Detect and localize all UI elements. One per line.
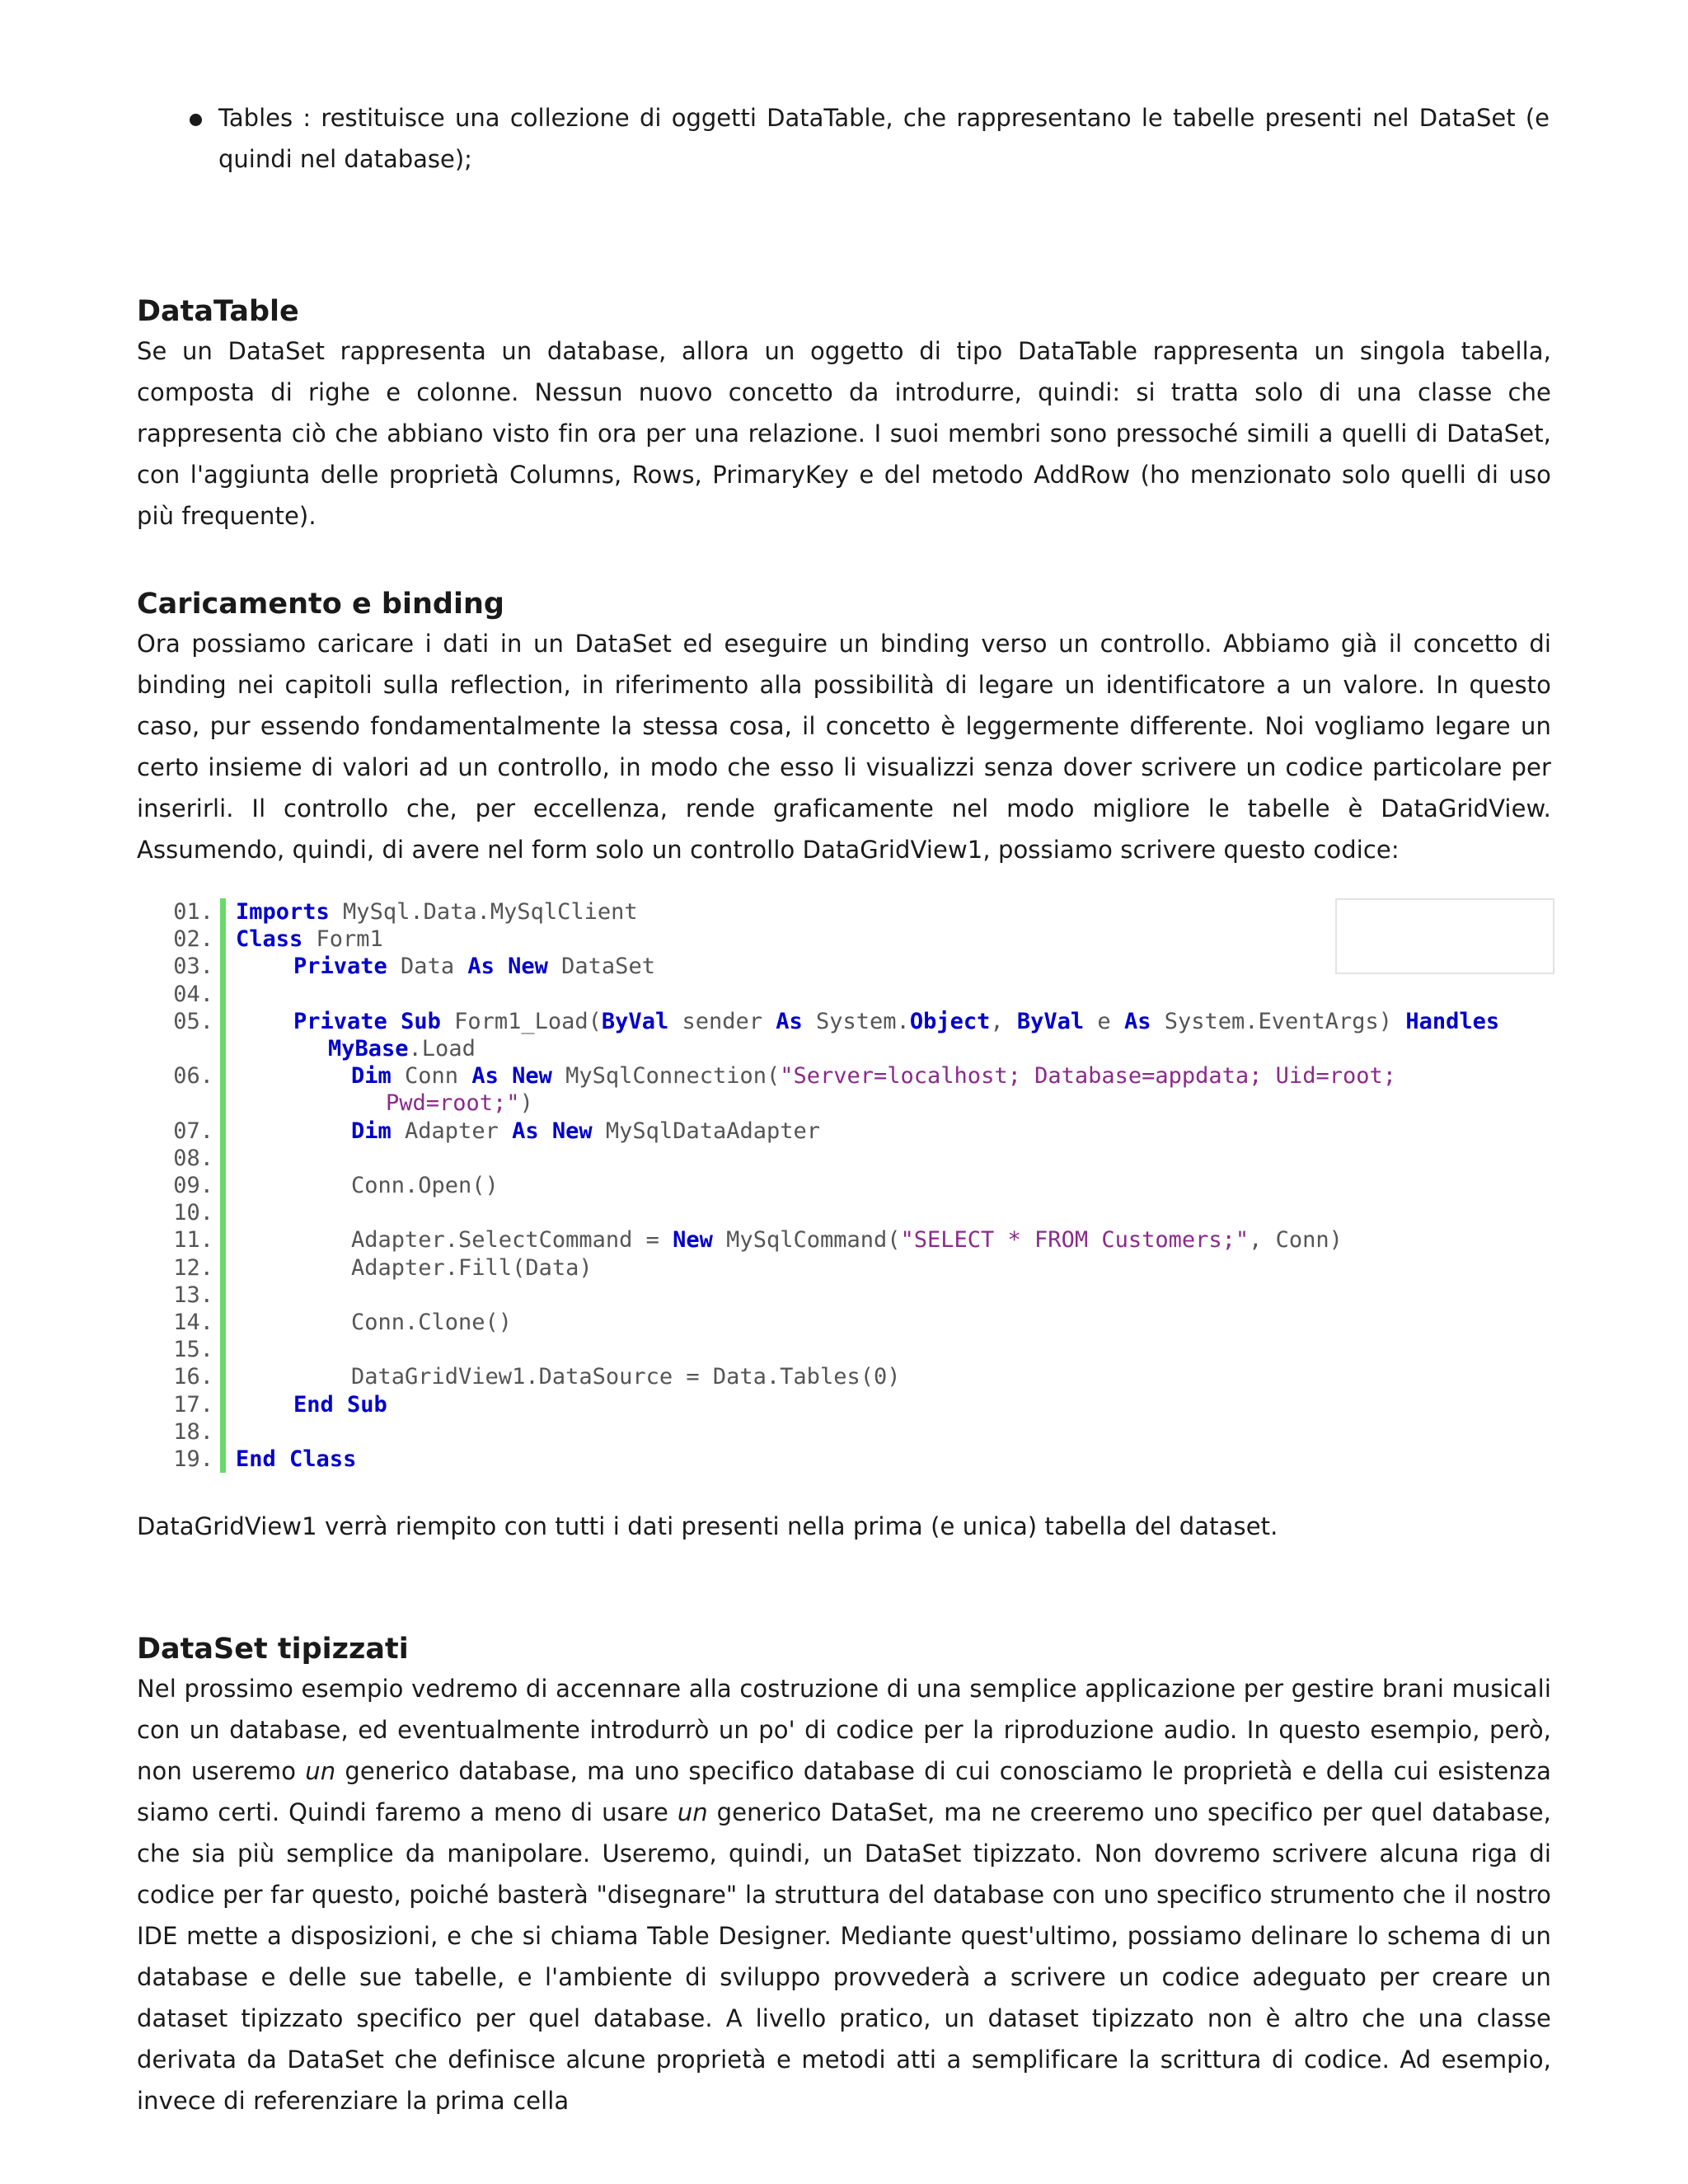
code-keyword: End [293,1391,334,1418]
code-token: MySqlConnection( [551,1063,781,1090]
code-text [226,1008,1499,1035]
code-token: Adapter.SelectCommand = [351,1227,673,1254]
code-keyword: Private [293,1008,387,1034]
code-token: e [1084,1008,1124,1034]
code-line-number: 14. [173,1310,213,1336]
code-keyword: MyBase [328,1036,409,1062]
code-keyword: New [551,1118,593,1144]
code-gutter-bar [220,1062,226,1090]
code-string: "SELECT * FROM Customers;" [900,1227,1250,1254]
section-heading: DataTable [137,295,299,328]
code-line [162,1090,1554,1117]
section-datatable [137,293,1551,537]
code-token: Form1_Load( [440,1008,602,1034]
code-keyword: Class [236,926,303,953]
code-line [162,1199,1554,1226]
code-token [276,1446,289,1472]
code-line-number: 08. [173,1145,213,1171]
code-keyword: As [467,954,495,980]
emphasis: un [677,1798,708,1826]
code-text [226,1090,533,1117]
section-paragraph: Se un DataSet rappresenta un database, allora un oggetto di tipo DataTable rappresenta un singola tabella, composta di righe e colonne. Nessun nuovo concetto da introdurre, quindi: si tratta solo di una classe che rappresenta ciò che abbiano visto fin ora per una relazione. I suoi membri sono pressoché simili a quelli di DataSet, con l'aggiunta delle proprietà Columns, Rows, PrimaryKey e del metodo AddRow (ho menzionato solo quelli di uso più frequente). [137,337,1551,530]
code-token: MySqlDataAdapter [592,1118,820,1144]
code-token: MySqlCommand( [712,1227,901,1254]
code-keyword: As [471,1063,499,1090]
code-text [226,1282,236,1309]
code-line-number: 16. [173,1364,213,1390]
code-gutter-bar [220,898,226,926]
code-keyword: End [236,1446,276,1473]
code-gutter-bar [220,1282,226,1309]
code-gutter-bar [220,1199,226,1226]
text-run: generico DataSet, ma ne creeremo uno specifico per quel database, che sia più semplice da manipolare. Useremo, quindi, un DataSet tipizzato. Non dovremo scrivere alcuna riga di codice per far questo, poiché basterà "disegnare" la struttura del database con uno specifico strumento che il nostro IDE mette a disposizioni, e che si chiama Table Designer. Mediante quest'ultimo, possiamo delinare lo schema di un database e delle sue tabelle, e l'ambiente di sviluppo provvederà a scrivere un codice adeguato per creare un dataset tipizzato specifico per quel database. A livello pratico, un dataset tipizzato non è altro che una classe derivata da DataSet che definisce alcune proprietà e metodi atti a semplificare la scrittura di codice. Ad esempio, invece di referenziare la prima cella [137,1798,1551,2115]
code-gutter-bar [220,1226,226,1254]
code-gutter-bar [220,926,226,953]
code-line [162,926,1554,953]
code-line [162,1254,1554,1282]
code-gutter-bar [220,1418,226,1446]
code-line [162,1282,1554,1309]
code-gutter-bar [220,1363,226,1390]
code-token [499,1063,512,1089]
code-text [226,1199,236,1226]
code-token: sender [668,1008,776,1034]
code-keyword: New [508,954,548,980]
code-token [495,954,508,979]
code-line [162,1172,1554,1199]
code-token [334,1392,347,1418]
text-run: generico database, ma uno specifico database di cui conosciamo le proprietà e della cui esistenza siamo certi. Quindi faremo a meno di usare [137,1757,1551,1826]
code-line-number: 13. [173,1282,213,1308]
code-token: Conn.Open() [351,1173,499,1199]
code-text [226,1363,900,1390]
code-token: DataGridView1.DataSource = Data.Tables(0) [351,1364,901,1390]
code-token [387,1009,401,1034]
code-keyword: Object [909,1008,991,1034]
code-line [162,1309,1554,1336]
code-text [226,1254,593,1282]
code-keyword: Private [293,954,387,980]
code-text [226,1118,820,1145]
code-token: Conn [391,1063,472,1090]
section-paragraph: DataGridView1 verrà riempito con tutti i dati presenti nella prima (e unica) tabella del dataset. [137,1512,1278,1540]
section-dataset-tipizzati [137,1630,1551,2121]
code-line [162,1418,1554,1446]
code-line [162,898,1554,926]
code-keyword: As [1123,1008,1151,1034]
code-text [226,1226,1343,1254]
code-keyword: New [673,1227,713,1254]
code-token: ) [519,1090,533,1117]
code-text [226,1035,476,1062]
code-gutter-bar [220,1145,226,1172]
code-keyword: Dim [351,1118,392,1144]
code-text [226,1145,236,1172]
section-heading: DataSet tipizzati [137,1633,409,1666]
code-gutter-bar [220,1336,226,1363]
code-token: Data [387,954,468,980]
after-code-note [137,1506,1551,1547]
code-line-number [162,1090,220,1117]
code-gutter-bar [220,1309,226,1336]
section-paragraph [137,1668,1551,2121]
code-line-number: 01. [173,899,213,925]
code-text [226,1446,356,1473]
code-line-number: 04. [173,981,213,1007]
code-gutter-bar [220,981,226,1008]
code-text [226,1418,236,1446]
code-line-number: 07. [173,1118,213,1144]
code-line [162,1391,1554,1418]
code-gutter-bar [220,1446,226,1473]
code-gutter-bar [220,1254,226,1282]
code-text [226,1336,236,1363]
code-keyword: Dim [351,1063,392,1090]
code-line [162,981,1554,1008]
section-caricamento-binding [137,585,1551,870]
code-token: Adapter [391,1118,513,1144]
bullet-text: Tables : restituisce una collezione di oggetti DataTable, che rappresentano le tabelle presenti nel DataSet (e quindi nel database); [218,104,1550,173]
code-keyword: Imports [236,899,330,925]
code-line [162,1446,1554,1473]
code-keyword: Sub [347,1391,387,1418]
emphasis: un [305,1757,336,1785]
code-line [162,1336,1554,1363]
section-paragraph: Ora possiamo caricare i dati in un DataSet ed eseguire un binding verso un controllo. Abbiamo già il concetto di binding nei capitoli sulla reflection, in riferimento alla possibilità di legare un identificatore a un valore. In questo caso, pur essendo fondamentalmente la stessa cosa, il concetto è leggermente differente. Noi vogliamo legare un certo insieme di valori ad un controllo, in modo che esso li visualizzi senza dover scrivere un codice particolare per inserirli. Il controllo che, per eccellenza, rende graficamente nel modo migliore le tabelle è DataGridView. Assumendo, quindi, di avere nel form solo un controllo DataGridView1, possiamo scrivere questo codice: [137,630,1551,864]
section-heading: Caricamento e binding [137,588,504,621]
code-token [539,1118,552,1144]
code-keyword: ByVal [1016,1008,1085,1034]
code-gutter-bar [220,1090,226,1117]
code-line [162,1118,1554,1145]
code-line-number [162,1035,220,1062]
code-gutter-bar [220,953,226,980]
code-line-number: 10. [173,1200,213,1226]
code-text [226,1391,387,1418]
code-keyword: As [776,1008,803,1034]
code-token: Form1 [302,926,383,953]
code-token: MySql.Data.MySqlClient [329,899,638,925]
code-text [226,953,655,980]
code-text [226,981,236,1008]
code-keyword: Class [289,1446,357,1473]
code-gutter-bar [220,1035,226,1062]
code-listing [162,898,1554,1473]
code-line-number: 15. [173,1337,213,1363]
code-token: Conn.Clone() [351,1310,513,1336]
code-line [162,1008,1554,1035]
code-gutter-bar [220,1172,226,1199]
code-text [226,1062,1396,1090]
code-line-number: 11. [173,1227,213,1254]
text-run: Nel prossimo esempio vedremo di accennare alla costruzione di una semplice applicazione per gestire brani musicali con un database, ed eventualmente introdurrò un po' di codice per la riproduzione audio. In questo esempio, però, non useremo [137,1675,1551,1785]
code-token: , [990,1008,1017,1034]
code-string: "Server=localhost; Database=appdata; Uid=root; [780,1063,1396,1090]
code-line-number: 03. [173,954,213,980]
code-line-number: 17. [173,1391,213,1418]
code-text [226,898,638,926]
code-line-number: 06. [173,1063,213,1090]
code-token: , Conn) [1249,1227,1343,1254]
code-line [162,1226,1554,1254]
code-gutter-bar [220,1391,226,1418]
code-keyword: New [512,1063,552,1090]
code-line [162,1363,1554,1390]
code-text [226,926,383,953]
code-string: Pwd=root;" [386,1090,520,1117]
code-gutter-bar [220,1008,226,1035]
code-text [226,1172,499,1199]
code-token: System. [802,1008,910,1034]
code-token: .Load [408,1036,476,1062]
code-line-number: 09. [173,1173,213,1199]
code-line-number: 02. [173,926,213,953]
code-keyword: ByVal [601,1008,669,1034]
code-line [162,1062,1554,1090]
code-gutter-bar [220,1118,226,1145]
bullet-item-tables [190,97,1550,180]
bullet-dot-icon [190,114,202,126]
code-keyword: Sub [401,1008,441,1034]
code-line-number: 18. [173,1418,213,1445]
code-keyword: Handles [1405,1008,1500,1034]
code-text [226,1309,512,1336]
code-token: DataSet [547,954,655,980]
code-line [162,1145,1554,1172]
code-keyword: As [512,1118,539,1144]
code-token: Adapter.Fill(Data) [351,1254,593,1281]
code-line [162,1035,1554,1062]
code-line-number: 19. [173,1446,213,1473]
code-line-number: 12. [173,1254,213,1281]
code-token: System.EventArgs) [1151,1008,1406,1034]
code-line-number: 05. [173,1008,213,1034]
code-line [162,953,1554,980]
